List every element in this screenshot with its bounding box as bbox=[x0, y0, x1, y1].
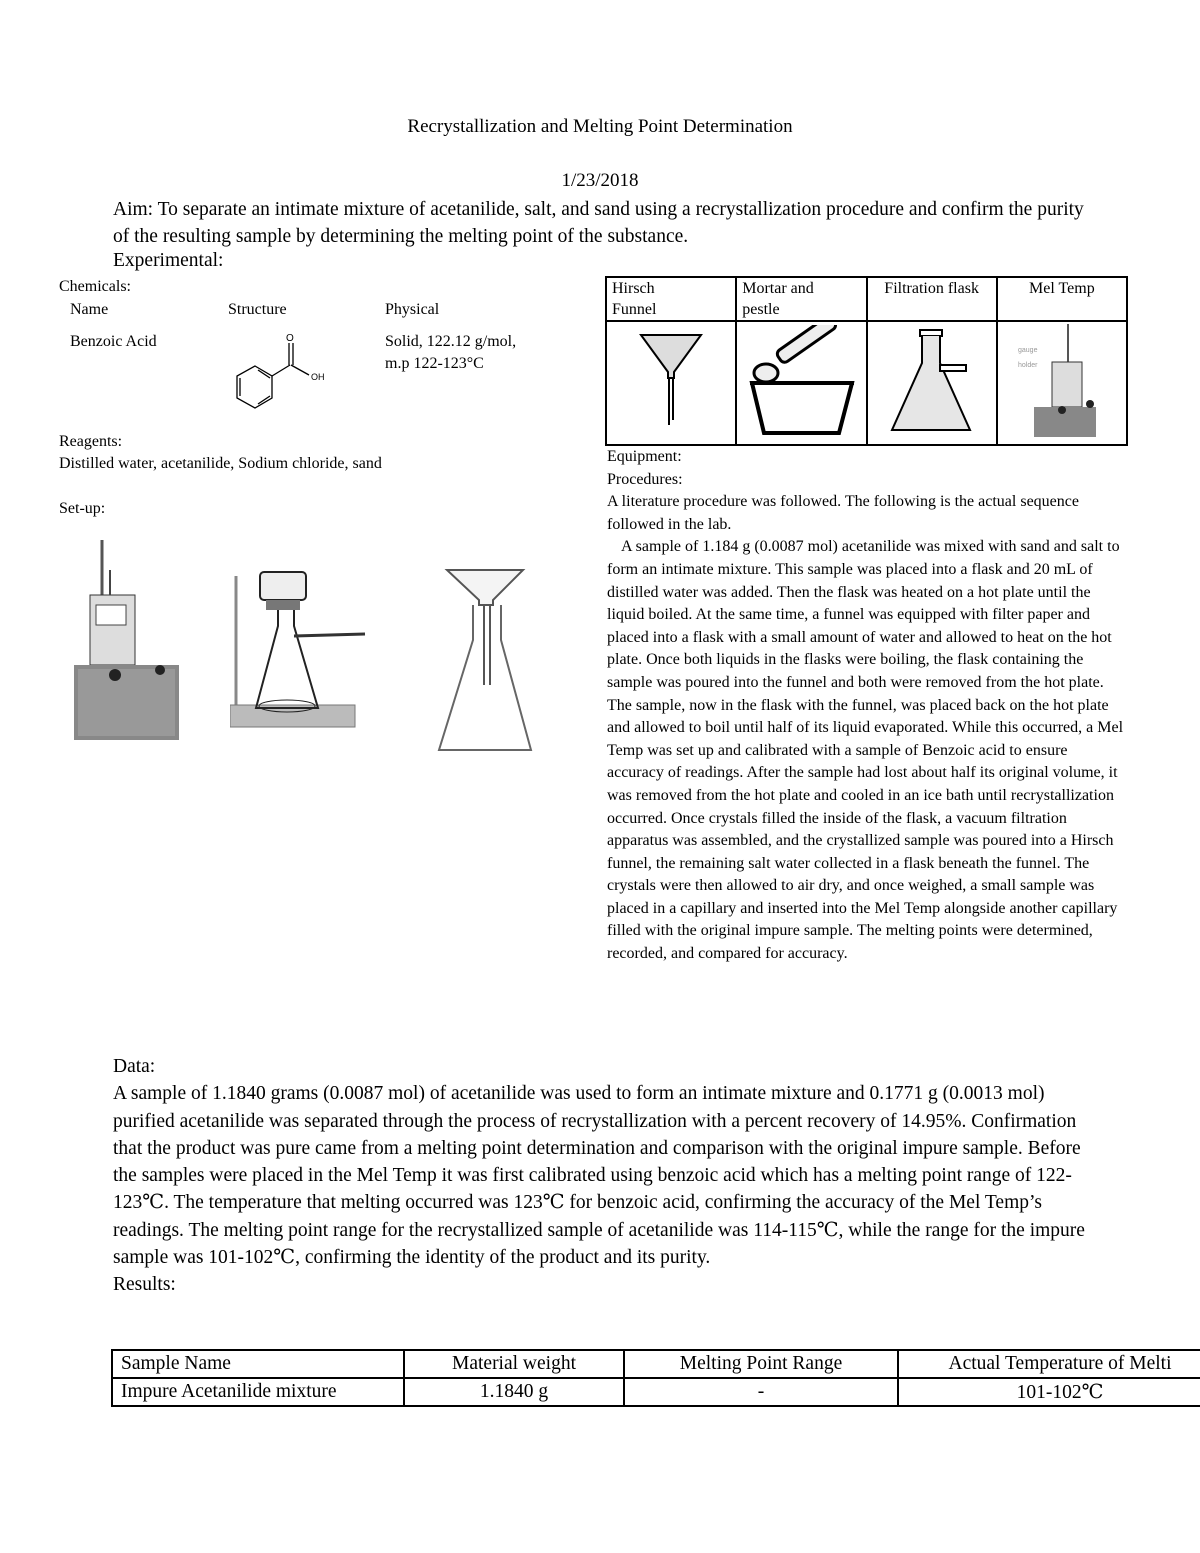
mortar-pestle-image-cell bbox=[736, 321, 866, 445]
data-heading: Data: bbox=[113, 1056, 156, 1077]
setup-heading: Set-up: bbox=[59, 500, 106, 517]
chem-header-physical: Physical bbox=[385, 301, 440, 318]
chem-physical-line2: m.p 122-123°C bbox=[385, 355, 484, 372]
equip-label-line2: Funnel bbox=[612, 301, 657, 318]
equipment-table bbox=[605, 276, 1128, 446]
mel-temp-image-cell bbox=[997, 321, 1127, 445]
results-cell-sample-name: Impure Acetanilide mixture bbox=[112, 1378, 404, 1406]
mel-temp-icon bbox=[1012, 322, 1112, 438]
results-header-cell: Melting Point Range bbox=[624, 1350, 898, 1378]
results-cell-actual-temperature: 101-102℃ bbox=[898, 1378, 1200, 1406]
results-cell-melting-point-range: - bbox=[624, 1378, 898, 1406]
table-row bbox=[112, 1378, 1200, 1406]
results-table bbox=[111, 1349, 1200, 1407]
chem-name-benzoic-acid: Benzoic Acid bbox=[70, 333, 157, 350]
results-heading: Results: bbox=[113, 1274, 176, 1296]
procedures-body: A sample of 1.184 g (0.0087 mol) acetanilide was mixed with sand and salt to form an intimate mixture. This sample was placed into a flask and 20 mL of distilled water was added. Then the flask was heated on a hot plate until the liquid boiled. At the same time, a funnel was equipped with filter paper and placed into a flask with a small amount of water and allowed to heat on the hot plate. Once both liquids in the flasks were boiling, the flask containing the sample was poured into the funnel and both were removed from the hot plate. The sample, now in the flask with the funnel, was placed back on the hot plate and allowed to boil until half of its liquid evaporated. While this occurred, a Mel Temp was set up and calibrated with a sample of Benzoic acid to ensure accuracy of readings. After the sample had lost about half its original volume, it was removed from the hot plate and cooled in an ice bath until recrystallization occurred. Once crystals filled the inside of the flask, a vacuum filtration apparatus was assembled, and the crystallized sample was poured into a Hirsch funnel, the remaining salt water collected in a flask beneath the funnel. The crystals were then allowed to air dry, and once weighed, a small sample was placed in a capillary and inserted into the Mel Temp alongside another capillary filled with the original impure sample. The melting points were determined, recorded, and compared for accuracy. bbox=[607, 538, 1124, 963]
report-date: 1/23/2018 bbox=[561, 170, 639, 191]
reagents-heading: Reagents: bbox=[59, 433, 123, 450]
procedures-intro: A literature procedure was followed. The following is the actual sequence followed in the lab. bbox=[607, 493, 1079, 533]
reagents-list: Distilled water, acetanilide, Sodium chloride, sand bbox=[59, 455, 382, 472]
results-header-row bbox=[112, 1350, 1200, 1378]
chem-header-structure: Structure bbox=[228, 301, 287, 318]
filtration-flask-image-cell bbox=[867, 321, 997, 445]
struct-o-label: O bbox=[286, 333, 294, 344]
mel-temp-apparatus-image bbox=[70, 535, 185, 745]
data-section bbox=[113, 1053, 1103, 1299]
equip-label-line1: Hirsch bbox=[612, 280, 655, 297]
hirsch-funnel-icon bbox=[636, 330, 706, 430]
equip-label-line1: Mel Temp bbox=[1029, 280, 1095, 297]
equip-label-line1: Mortar and bbox=[742, 280, 814, 297]
equip-label-line2: pestle bbox=[742, 301, 780, 318]
experimental-heading: Experimental: bbox=[113, 250, 224, 271]
results-header-cell: Sample Name bbox=[112, 1350, 404, 1378]
chemicals-heading: Chemicals: bbox=[59, 278, 131, 295]
vacuum-filtration-image bbox=[230, 568, 370, 733]
equip-cell-filtration-flask bbox=[867, 277, 997, 321]
chem-header-name: Name bbox=[70, 301, 109, 318]
procedures-section bbox=[607, 446, 1127, 966]
struct-oh-label: OH bbox=[311, 372, 325, 382]
mel-temp-label-a: gauge bbox=[1017, 347, 1038, 354]
results-header-cell: Material weight bbox=[404, 1350, 624, 1378]
gravity-funnel-flask-image bbox=[435, 565, 535, 760]
results-cell-material-weight: 1.1840 g bbox=[404, 1378, 624, 1406]
equipment-heading: Equipment: bbox=[607, 448, 682, 465]
results-header-cell: Actual Temperature of Melti bbox=[898, 1350, 1200, 1378]
mel-temp-label-b: holder bbox=[1017, 362, 1038, 369]
equip-cell-mortar-pestle bbox=[736, 277, 866, 321]
benzoic-acid-structure bbox=[225, 328, 355, 418]
aim-paragraph: Aim: To separate an intimate mixture of acetanilide, salt, and sand using a recrystallization procedure and confirm the purity of the resulting sample by determining the melting point of the substance. bbox=[113, 199, 1084, 247]
equip-cell-mel-temp bbox=[997, 277, 1127, 321]
page-title: Recrystallization and Melting Point Determination bbox=[407, 116, 793, 137]
chem-physical-line1: Solid, 122.12 g/mol, bbox=[385, 333, 517, 350]
filtration-flask-icon bbox=[882, 325, 982, 435]
equip-label-line1: Filtration flask bbox=[884, 280, 979, 297]
mortar-pestle-icon bbox=[744, 325, 859, 435]
chem-physical bbox=[385, 331, 516, 375]
hirsch-funnel-image-cell bbox=[606, 321, 736, 445]
procedures-heading: Procedures: bbox=[607, 470, 683, 488]
data-paragraph: A sample of 1.1840 grams (0.0087 mol) of acetanilide was used to form an intimate mixture and 0.1771 g (0.0013 mol) purified acetanilide was separated through the process of recrystallization with a percent recovery of 14.95%. Confirmation that the product was pure came from a melting point determination and comparison with the original impure sample. Before the samples were placed in the Mel Temp it was first calibrated using benzoic acid which has a melting point range of 122-123℃. The temperature that melting occurred was 123℃ for benzoic acid, confirming the accuracy of the Mel Temp’s readings. The melting point range for the recrystallized sample of acetanilide was 114-115℃, while the range for the impure sample was 101-102℃, confirming the identity of the product and its purity. bbox=[113, 1083, 1085, 1269]
equip-cell-hirsch-funnel bbox=[606, 277, 736, 321]
